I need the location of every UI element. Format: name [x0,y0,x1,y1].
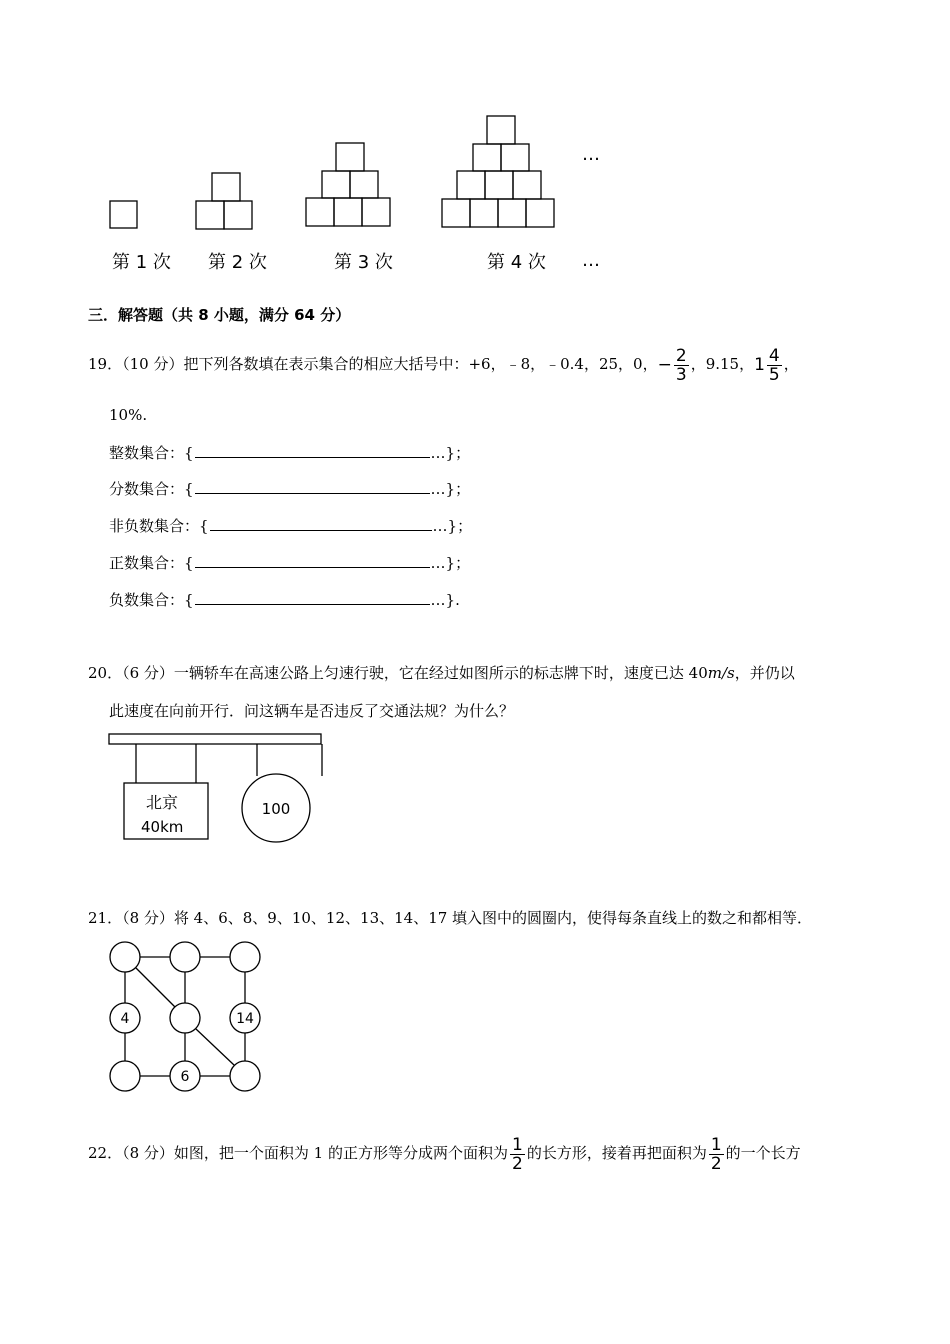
block [362,198,390,226]
blank-circle [230,1061,260,1091]
blank-circle [110,1061,140,1091]
block [212,173,240,201]
set-row-positive [109,553,470,573]
q19-line2: 10%. [109,406,148,424]
sign-crossbar [109,734,321,744]
block [196,201,224,229]
blank-circle [170,1003,200,1033]
set-label: 分数集合：{ [109,480,194,498]
circle-grid-figure [100,935,275,1100]
answer-blank[interactable] [195,443,430,458]
q22-text-c: 的一个长方 [725,1144,801,1162]
set-label: 非负数集合：{ [109,517,209,535]
block [513,171,541,199]
q21-line1 [88,908,812,928]
answer-blank[interactable] [195,553,430,568]
ellipsis-top: … [582,144,600,165]
given-number-4: 4 [120,1011,130,1027]
frac-den: 5 [768,364,780,385]
road-sign-figure [104,730,329,845]
q22-points: （8 分） [122,1144,174,1162]
set-row-nonnegative [109,516,472,536]
q20-line1 [88,663,795,683]
set-row-negative [109,590,460,610]
set-row-integer [109,443,470,463]
blank-circle [230,942,260,972]
q19-number: 19． [88,355,123,373]
answer-blank[interactable] [210,516,432,531]
q22-text-a: 如图，把一个面积为 1 的正方形等分成两个面积为 [173,1144,508,1162]
block [487,116,515,144]
set-end: …}； [432,517,473,535]
q20-unit: m/s [707,664,735,682]
q19-text-before: 把下列各数填在表示集合的相应大括号中：+6，﹣8，﹣0.4，25，0， [183,355,658,373]
block [457,171,485,199]
frac-num: 1 [512,1134,523,1155]
block [350,171,378,198]
frac-den: 2 [710,1153,722,1174]
block [498,199,526,227]
q20-line2: 此速度在向前开行．问这辆车是否违反了交通法规？为什么？ [109,702,515,720]
q22-number: 22． [88,1144,123,1162]
stage-label-1: 第 1 次 [112,252,171,273]
q19-text-after: ， [783,355,799,373]
blank-circle [110,942,140,972]
block [470,199,498,227]
speed-limit-value: 100 [261,800,291,818]
q21-number: 21． [88,909,123,927]
block [501,144,529,171]
given-number-6: 6 [180,1069,190,1085]
given-number-14: 14 [236,1011,254,1027]
set-end: …}； [430,554,471,572]
stage-label-2: 第 2 次 [208,252,267,273]
stage-label-3: 第 3 次 [334,252,393,273]
q19-points: （10 分） [122,355,184,373]
set-row-fraction [109,479,470,499]
set-end: …}. [430,591,460,609]
frac-num: 1 [710,1134,722,1155]
set-end: …}； [430,480,471,498]
block [110,201,137,228]
ellipsis-bottom: … [582,250,600,271]
q19-line1 [88,344,799,385]
set-label: 整数集合：{ [109,444,194,462]
sign-city: 北京 [146,793,179,812]
q21-text: 将 4、6、8、9、10、12、13、14、17 填入图中的圆圈内，使得每条直线上的数之和都相等． [173,909,813,927]
q19-text-mid: ，9.15， [690,355,755,373]
fraction-one-half [510,1136,525,1173]
block-pyramid-figure [90,100,630,285]
answer-blank[interactable] [195,479,430,494]
blank-circle [170,942,200,972]
block [322,171,350,198]
block [526,199,554,227]
block [334,198,362,226]
sign-distance: 40km [141,818,184,836]
q21-points: （8 分） [122,909,174,927]
q22-text-b: 的长方形，接着再把面积为 [526,1144,707,1162]
stage-label-4: 第 4 次 [487,252,546,273]
frac-den: 3 [675,364,687,385]
block [306,198,334,226]
mixed-int: 1 [754,355,765,375]
block [485,171,513,199]
frac-num: 4 [768,345,780,366]
fraction-four-fifths [767,347,782,384]
block [473,144,501,171]
frac-den: 2 [512,1153,523,1174]
section-heading: 三．解答题（共 8 小题，满分 64 分） [88,306,351,324]
neg-sign: − [657,355,672,375]
block [442,199,470,227]
answer-blank[interactable] [195,590,430,605]
set-label: 负数集合：{ [109,591,194,609]
frac-num: 2 [675,345,687,366]
fraction-two-thirds [674,347,689,384]
q20-text-b: ，并仍以 [734,664,795,682]
q22-line1 [88,1133,801,1173]
set-end: …}； [430,444,471,462]
q20-text-a: 一辆轿车在高速公路上匀速行驶，它在经过如图所示的标志牌下时，速度已达 40 [173,664,708,682]
fraction-one-half [709,1136,724,1173]
block [336,143,364,171]
block [224,201,252,229]
q20-number: 20． [88,664,123,682]
q20-points: （6 分） [122,664,174,682]
set-label: 正数集合：{ [109,554,194,572]
